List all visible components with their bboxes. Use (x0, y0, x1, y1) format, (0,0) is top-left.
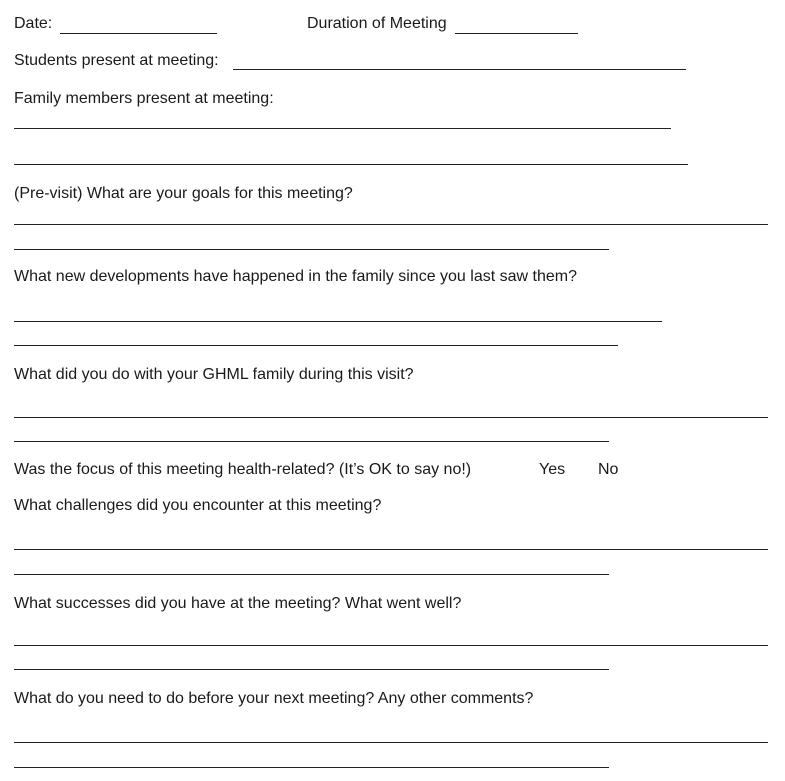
students-present-label: Students present at meeting: (14, 52, 219, 69)
date-label: Date: (14, 15, 53, 32)
question-challenges: What challenges did you encounter at this meeting? (14, 497, 382, 514)
question-next-steps: What do you need to do before your next meeting? Any other comments? (14, 690, 534, 707)
duration-label: Duration of Meeting (307, 15, 447, 32)
family-present-line-2[interactable] (14, 164, 688, 165)
question-new-developments: What new developments have happened in the family since you last saw them? (14, 268, 577, 285)
question-health-focus: Was the focus of this meeting health-related? (It’s OK to say no!) (14, 461, 472, 478)
answer-developments-line-2[interactable] (14, 345, 618, 346)
answer-successes-line-2[interactable] (14, 669, 609, 670)
question-goals: (Pre-visit) What are your goals for this meeting? (14, 185, 353, 202)
family-present-line-1[interactable] (14, 128, 671, 129)
duration-field[interactable] (455, 33, 578, 34)
students-present-field[interactable] (233, 69, 686, 70)
family-present-label: Family members present at meeting: (14, 90, 274, 107)
answer-goals-line-2[interactable] (14, 249, 609, 250)
answer-next-steps-line-1[interactable] (14, 742, 768, 743)
answer-successes-line-1[interactable] (14, 645, 768, 646)
option-yes[interactable]: Yes (539, 461, 566, 478)
answer-goals-line-1[interactable] (14, 224, 768, 225)
answer-challenges-line-2[interactable] (14, 574, 609, 575)
date-field[interactable] (60, 33, 217, 34)
answer-activities-line-1[interactable] (14, 417, 768, 418)
answer-developments-line-1[interactable] (14, 321, 662, 322)
answer-activities-line-2[interactable] (14, 441, 609, 442)
answer-next-steps-line-2[interactable] (14, 767, 609, 768)
answer-challenges-line-1[interactable] (14, 549, 768, 550)
question-successes: What successes did you have at the meeting? What went well? (14, 595, 462, 612)
option-no[interactable]: No (598, 461, 619, 478)
question-activities: What did you do with your GHML family during this visit? (14, 366, 414, 383)
